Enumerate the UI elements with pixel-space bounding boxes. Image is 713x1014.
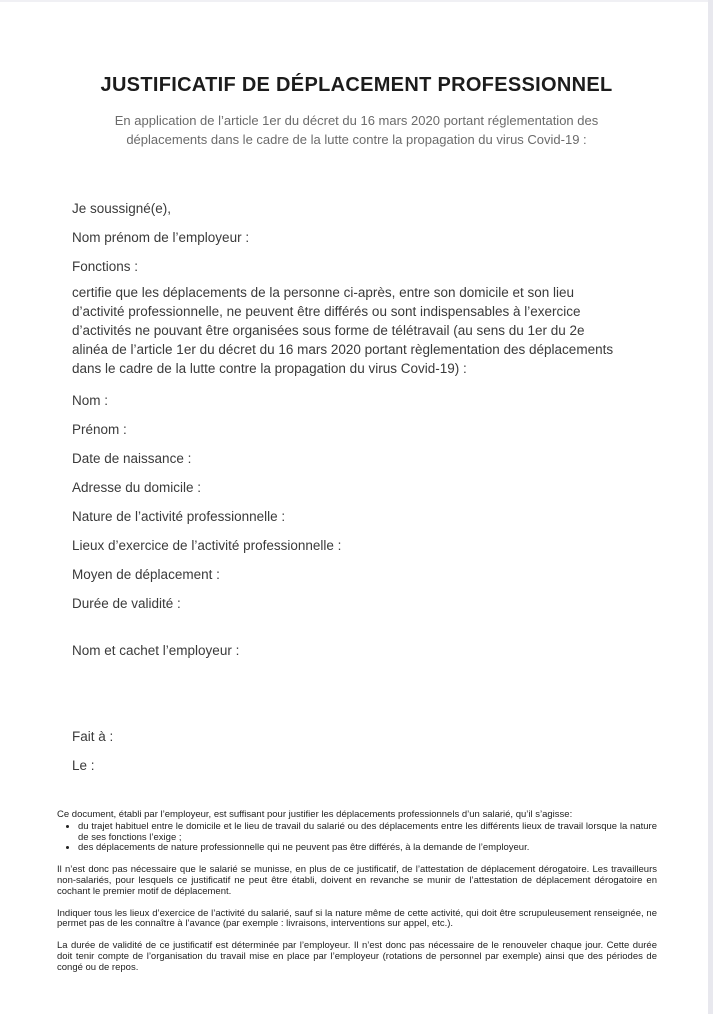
page-title: JUSTIFICATIF DE DÉPLACEMENT PROFESSIONNEL	[100, 74, 613, 96]
footnote-bullet-trajet: • du trajet habituel entre le domicile et le lieu de travail du salarié ou des déplacements entre les différents lieux de travail lorsque la nature de ses fonctions l’exige ;	[78, 822, 657, 844]
page-top-edge	[0, 0, 713, 2]
field-birth-date: Date de naissance :	[72, 450, 192, 466]
field-employer-name: Nom prénom de l’employeur :	[72, 230, 250, 245]
employer-stamp-label: Nom et cachet l’employeur :	[72, 642, 240, 658]
footnote-bullet-list	[57, 822, 657, 854]
footnotes-section	[57, 810, 657, 974]
form-body	[0, 200, 713, 775]
footnote-lieux: Indiquer tous les lieux d’exercice de l’activité du salarié, sauf si la nature même de cette activité, qui doit être scrupuleusement renseignée, ne permet pas de les connaître à l’avance (par exemple : livraisons, interventions sur appel, etc.).	[57, 907, 657, 930]
done-on-label: Le :	[72, 757, 95, 773]
field-activity-nature: Nature de l’activité professionnelle :	[72, 508, 286, 524]
done-at-label: Fait à :	[72, 728, 114, 744]
footnote-validite: La durée de validité de ce justificatif est déterminée par l’employeur. Il n’est donc pas nécessaire de le renouveler chaque jour. Cette durée doit tenir compte de l’organisation du travail mise en place par l’employeur (rotations de personnel par exemple) ainsi que des périodes de congé ou de repos.	[57, 940, 657, 973]
footnote-bullet-deplacements: • des déplacements de nature professionnelle qui ne peuvent pas être différés, à la demande de l’employeur.	[78, 843, 657, 854]
field-home-address: Adresse du domicile :	[72, 479, 202, 495]
footnote-intro: Ce document, établi par l’employeur, est suffisant pour justifier les déplacements professionnels d’un salarié, qu’il s’agisse:	[57, 809, 573, 820]
certify-paragraph: certifie que les déplacements de la personne ci-après, entre son domicile et son lieu d’activité professionnelle, ne peuvent être différés ou sont indispensables à l’exercice d’activités ne pouvant être organisées sous forme de télétravail (au sens du 1er du 2e alinéa de l’article 1er du décret du 16 mars 2020 portant règlementation des déplacements dans le cadre de la lutte contre la propagation du virus Covid-19) :	[72, 285, 614, 376]
document-header	[0, 0, 713, 149]
intro-line: Je soussigné(e),	[72, 201, 172, 216]
field-first-name: Prénom :	[72, 421, 127, 437]
page-right-edge	[708, 0, 713, 1014]
footnote-derogatoire: Il n’est donc pas nécessaire que le salarié se munisse, en plus de ce justificatif, de l’attestation de déplacement dérogatoire. Les travailleurs non-salariés, pour lesquels ce justificatif ne peut être établi, doivent en revanche se munir de l’attestation de déplacement dérogatoire en cochant le premier motif de déplacement.	[57, 864, 657, 897]
field-transport-means: Moyen de déplacement :	[72, 566, 220, 582]
field-last-name: Nom :	[72, 392, 109, 408]
field-functions: Fonctions :	[72, 259, 139, 274]
field-activity-places: Lieux d’exercice de l’activité professionnelle :	[72, 537, 342, 553]
page-subtitle: En application de l’article 1er du décret du 16 mars 2020 portant réglementation des déplacements dans le cadre de la lutte contre la propagation du virus Covid-19 :	[114, 113, 599, 147]
field-validity-duration: Durée de validité :	[72, 595, 181, 611]
